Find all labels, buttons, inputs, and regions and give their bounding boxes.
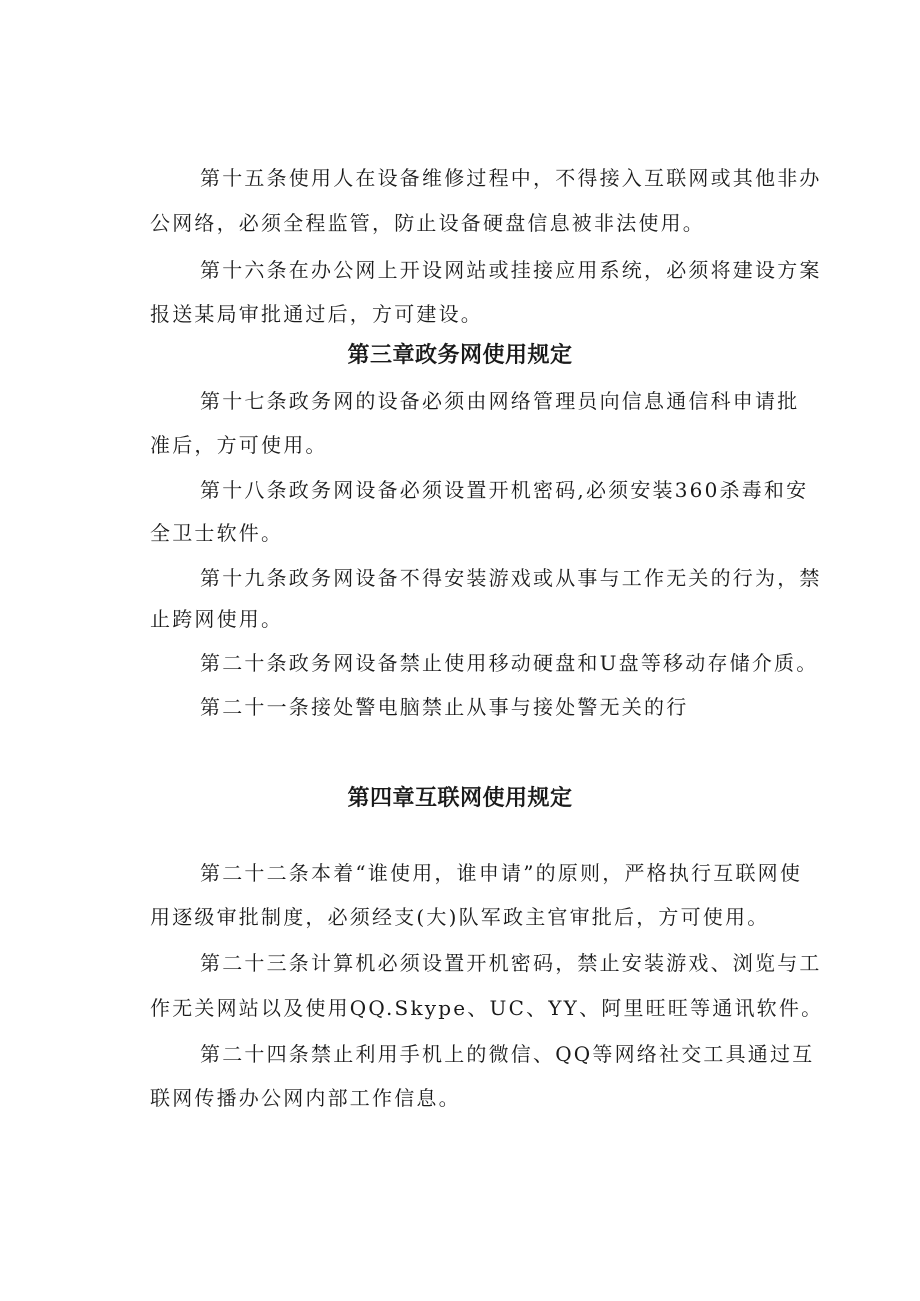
article-16-line-2: 报送某局审批通过后，方可建设。 xyxy=(150,302,483,326)
article-19-line-2: 止跨网使用。 xyxy=(150,607,284,631)
chapter-4-title: 第四章互联网使用规定 xyxy=(347,786,573,811)
article-23-line-1: 第二十三条计算机必须设置开机密码，禁止安装游戏、浏览与工 xyxy=(200,951,822,975)
article-18-line-1: 第十八条政务网设备必须设置开机密码,必须安装360杀毒和安 xyxy=(200,478,809,502)
article-20-line-1: 第二十条政务网设备禁止使用移动硬盘和U盘等移动存储介质。 xyxy=(200,651,819,675)
article-21-line-1: 第二十一条接处警电脑禁止从事与接处警无关的行 xyxy=(200,695,689,719)
article-17-line-2: 准后，方可使用。 xyxy=(150,433,328,457)
article-15-line-1: 第十五条使用人在设备维修过程中，不得接入互联网或其他非办 xyxy=(200,166,822,190)
article-17-line-1: 第十七条政务网的设备必须由网络管理员向信息通信科申请批 xyxy=(200,389,800,413)
article-16-line-1: 第十六条在办公网上开设网站或挂接应用系统，必须将建设方案 xyxy=(200,258,822,282)
article-24-line-2: 联网传播办公网内部工作信息。 xyxy=(150,1086,461,1110)
article-15-line-2: 公网络，必须全程监管，防止设备硬盘信息被非法使用。 xyxy=(150,211,705,235)
article-19-line-1: 第十九条政务网设备不得安装游戏或从事与工作无关的行为，禁 xyxy=(200,566,822,590)
article-23-line-2: 作无关网站以及使用QQ.Skype、UC、YY、阿里旺旺等通讯软件。 xyxy=(150,996,824,1020)
article-24-line-1: 第二十四条禁止利用手机上的微信、QQ等网络社交工具通过互 xyxy=(200,1042,815,1066)
article-22-line-1: 第二十二条本着“谁使用，谁申请”的原则，严格执行互联网使 xyxy=(200,861,803,885)
article-22-line-2: 用逐级审批制度，必须经支(大)队军政主官审批后，方可使用。 xyxy=(150,905,770,929)
chapter-3-title: 第三章政务网使用规定 xyxy=(347,343,573,368)
article-18-line-2: 全卫士软件。 xyxy=(150,521,284,545)
